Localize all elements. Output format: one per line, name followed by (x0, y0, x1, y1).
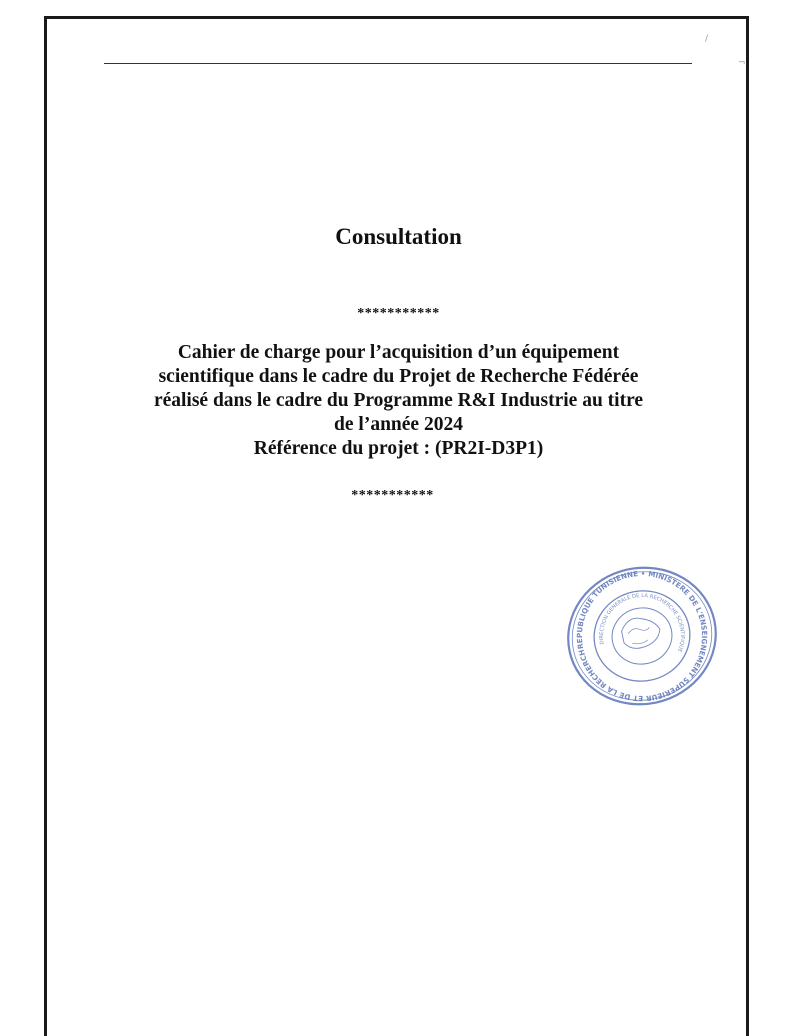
stamp-outer-text: REPUBLIQUE TUNISIENNE • MINISTERE DE L'ENSEIGNEMENT SUPERIEUR ET DE LA RECHERCHE (574, 568, 710, 704)
description-line: réalisé dans le cadre du Programme R&I Industrie au titre (153, 390, 644, 411)
description-line: scientifique dans le cadre du Projet de Recherche Fédérée (158, 366, 639, 387)
scan-artifact: ¬ (738, 58, 746, 68)
page-border (44, 16, 749, 1036)
separator-bottom: *********** (351, 488, 434, 503)
document-title: Consultation (335, 224, 462, 249)
scan-artifact: / (705, 34, 709, 44)
official-stamp (563, 565, 721, 707)
project-reference: Référence du projet : (PR2I-D3P1) (253, 438, 544, 459)
header-rule (104, 63, 692, 64)
description-line: de l’année 2024 (334, 414, 463, 435)
stamp-graphic (563, 565, 721, 707)
description-line: Cahier de charge pour l’acquisition d’un équipement (177, 342, 620, 363)
separator-top: *********** (357, 306, 440, 321)
document-description (60, 341, 737, 461)
stamp-inner-text: DIRECTION GENERALE DE LA RECHERCHE SCIENTIFIQUE (598, 592, 686, 653)
